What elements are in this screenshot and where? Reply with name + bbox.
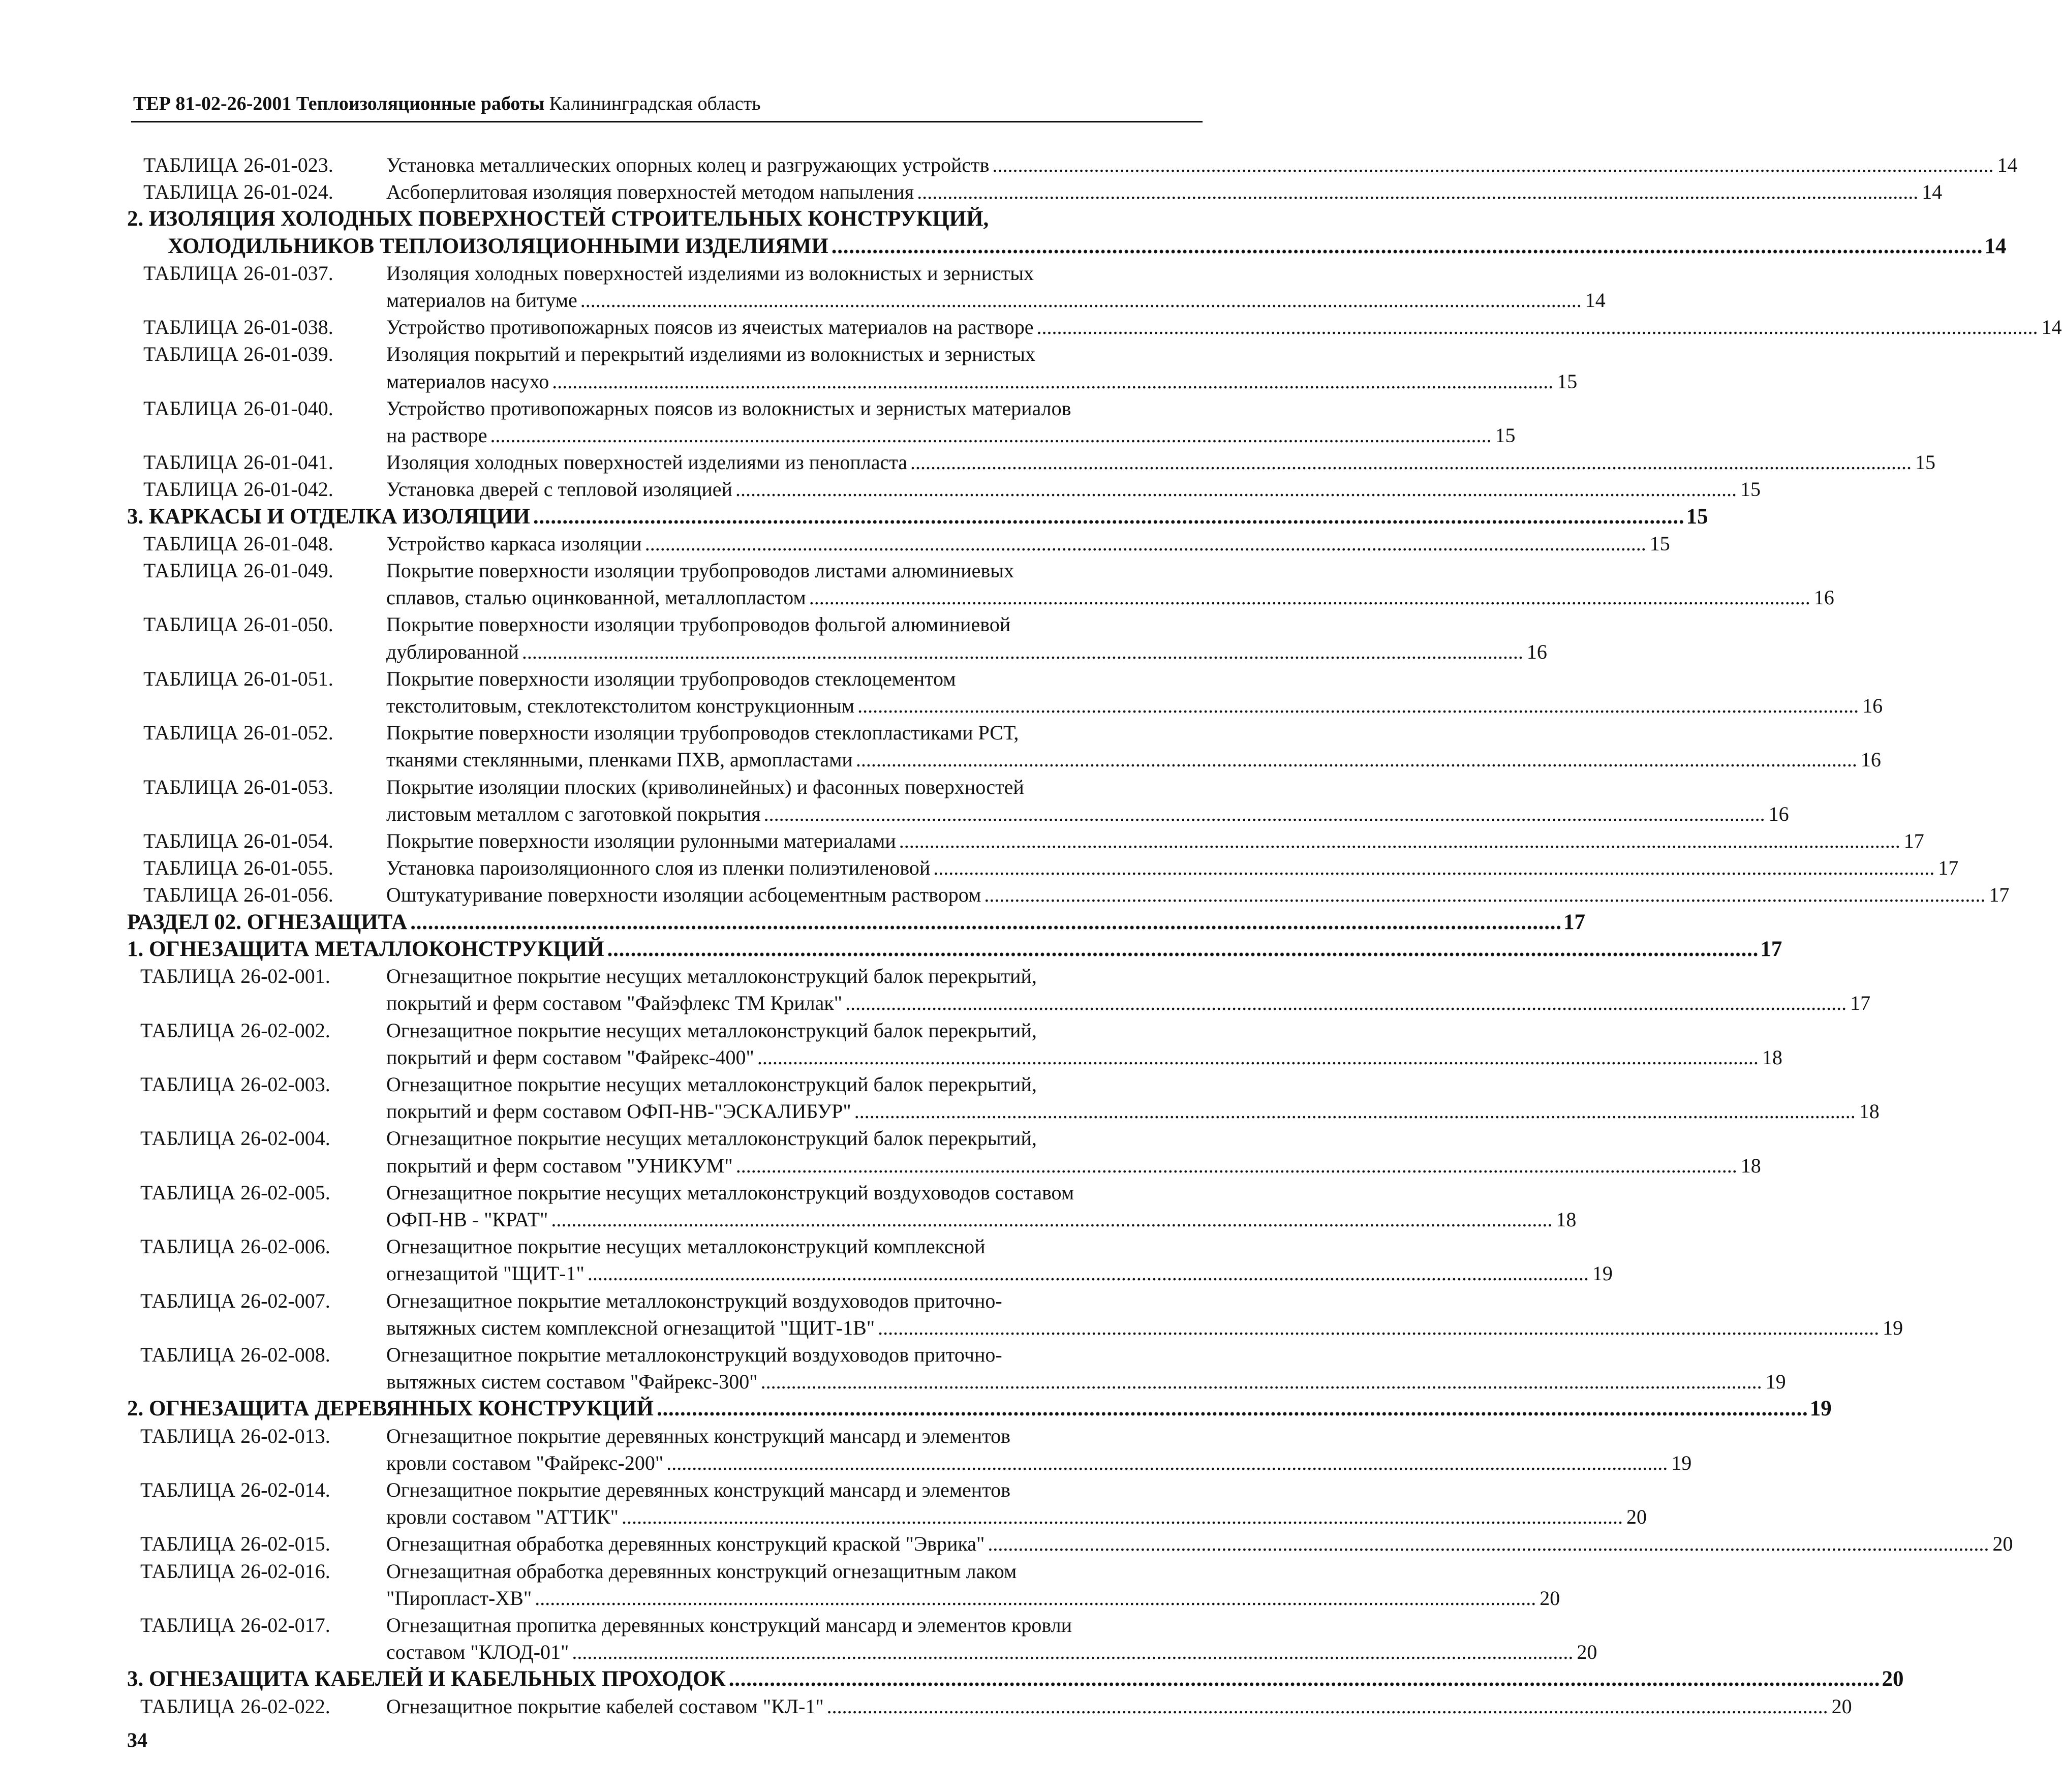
toc-entry-26-02-005[interactable] — [127, 1179, 1577, 1233]
toc-section-3[interactable] — [127, 503, 1708, 530]
leader-dots — [645, 530, 1644, 557]
entry-page: 17 — [1850, 992, 1871, 1015]
entry-number: ТАБЛИЦА 26-01-056. — [143, 883, 333, 907]
toc-entry-26-02-015[interactable] — [127, 1530, 2013, 1557]
entry-number: ТАБЛИЦА 26-01-054. — [143, 829, 333, 853]
toc-entry-26-01-053[interactable] — [127, 774, 1789, 827]
toc-entry-26-02-001[interactable] — [127, 963, 1871, 1016]
entry-title: Огнезащитное покрытие несущих металлоконструкций балок перекрытий, — [386, 1072, 1037, 1096]
entry-title-cont: вытяжных систем комплексной огнезащитой "ЩИТ-1В" — [386, 1316, 875, 1339]
entry-number: ТАБЛИЦА 26-01-042. — [143, 478, 333, 501]
document-region: Калининградская область — [549, 93, 761, 114]
leader-dots — [933, 854, 1932, 881]
section-title: 1. ОГНЕЗАЩИТА МЕТАЛЛОКОНСТРУКЦИЙ — [127, 937, 604, 961]
toc-entry-26-02-013[interactable] — [127, 1423, 1692, 1476]
entry-number: ТАБЛИЦА 26-01-052. — [143, 721, 333, 745]
entry-title: Огнезащитное покрытие несущих металлоконструкций комплексной — [386, 1235, 986, 1258]
entry-number: ТАБЛИЦА 26-02-003. — [140, 1072, 330, 1096]
entry-number: ТАБЛИЦА 26-01-041. — [143, 451, 333, 474]
entry-page: 18 — [1859, 1100, 1880, 1123]
toc-entry-26-02-007[interactable] — [127, 1287, 1903, 1341]
entry-title: Изоляция холодных поверхностей изделиями из пенопласта — [386, 451, 907, 474]
entry-page: 20 — [1992, 1532, 2013, 1556]
leader-dots — [657, 1395, 1805, 1422]
entry-title-cont: покрытий и ферм составом "УНИКУМ" — [386, 1154, 733, 1177]
leader-dots — [736, 1152, 1735, 1179]
entry-number: ТАБЛИЦА 26-02-013. — [140, 1424, 330, 1447]
table-of-contents — [127, 151, 2062, 1720]
entry-title: Устройство каркаса изоляции — [386, 532, 642, 555]
entry-page: 17 — [1938, 856, 1959, 880]
entry-number: ТАБЛИЦА 26-01-055. — [143, 856, 333, 880]
entry-title-cont: ОФП-НВ - "КРАТ" — [386, 1208, 548, 1231]
entry-title-cont: сплавов, сталью оцинкованной, металлопластом — [386, 586, 806, 609]
toc-entry-26-01-023[interactable] — [127, 151, 2018, 178]
toc-entry-26-02-022[interactable] — [127, 1693, 1852, 1720]
entry-title-cont: огнезащитой "ЩИТ-1" — [386, 1262, 584, 1285]
entry-title: Покрытие поверхности изоляции трубопроводов стеклоцементом — [386, 667, 956, 690]
entry-title: Установка дверей с тепловой изоляцией — [386, 478, 732, 501]
toc-entry-26-01-056[interactable] — [127, 881, 2010, 908]
section-page: 19 — [1809, 1397, 1832, 1421]
entry-title-cont: текстолитовым, стеклотекстолитом конструкционным — [386, 694, 855, 718]
toc-entry-26-01-052[interactable] — [127, 719, 1881, 773]
leader-dots — [845, 990, 1844, 1016]
leader-dots — [535, 1585, 1533, 1612]
entry-title: Огнезащитное покрытие металлоконструкций воздуховодов приточно- — [386, 1343, 1002, 1366]
entry-title: Огнезащитное покрытие металлоконструкций воздуховодов приточно- — [386, 1289, 1002, 1312]
entry-page: 17 — [1903, 829, 1924, 853]
leader-dots — [854, 1098, 1853, 1125]
entry-title-cont: материалов насухо — [386, 369, 549, 393]
toc-section-ogn-3[interactable] — [127, 1665, 1904, 1692]
entry-page: 16 — [1860, 748, 1881, 771]
entry-number: ТАБЛИЦА 26-01-039. — [143, 343, 333, 366]
entry-page: 14 — [1922, 180, 1943, 204]
leader-dots — [856, 746, 1855, 773]
page-number: 34 — [127, 1728, 147, 1751]
leader-dots — [832, 233, 1980, 260]
entry-number: ТАБЛИЦА 26-01-023. — [143, 153, 333, 176]
leader-dots — [552, 368, 1551, 395]
entry-title: Огнезащитная пропитка деревянных конструкций мансард и элементов кровли — [386, 1613, 1072, 1636]
entry-number: ТАБЛИЦА 26-02-015. — [140, 1532, 330, 1556]
leader-dots — [988, 1530, 1986, 1557]
toc-entry-26-01-049[interactable] — [127, 557, 1834, 611]
toc-entry-26-02-006[interactable] — [127, 1233, 1613, 1287]
section-page: 20 — [1882, 1667, 1904, 1691]
leader-dots — [533, 503, 1682, 530]
entry-page: 14 — [2041, 316, 2062, 339]
entry-title-cont: кровли составом "Файрекс-200" — [386, 1451, 664, 1474]
entry-title: Устройство противопожарных поясов из волокнистых и зернистых материалов — [386, 396, 1071, 420]
entry-number: ТАБЛИЦА 26-02-006. — [140, 1235, 330, 1258]
entry-page: 15 — [1740, 478, 1761, 501]
document-title: Теплоизоляционные работы — [296, 93, 545, 114]
entry-title: Огнезащитное покрытие деревянных конструкций мансард и элементов — [386, 1424, 1011, 1447]
toc-entry-26-01-040[interactable] — [127, 395, 1516, 449]
toc-entry-26-01-041[interactable] — [127, 449, 1935, 476]
entry-title: Установка пароизоляционного слоя из пленки полиэтиленовой — [386, 856, 931, 880]
entry-number: ТАБЛИЦА 26-01-024. — [143, 180, 333, 204]
entry-title: Покрытие поверхности изоляции трубопроводов фольгой алюминиевой — [386, 613, 1011, 636]
entry-title: Огнезащитная обработка деревянных конструкций краской "Эврика" — [386, 1532, 985, 1556]
entry-number: ТАБЛИЦА 26-02-005. — [140, 1181, 330, 1204]
entry-title: Покрытие поверхности изоляции рулонными материалами — [386, 829, 896, 853]
section-title: 2. ОГНЕЗАЩИТА ДЕРЕВЯННЫХ КОНСТРУКЦИЙ — [127, 1397, 654, 1421]
entry-title: Покрытие поверхности изоляции трубопроводов листами алюминиевых — [386, 559, 1014, 582]
leader-dots — [1037, 314, 2036, 341]
toc-entry-26-01-051[interactable] — [127, 665, 1883, 719]
entry-page: 20 — [1626, 1505, 1647, 1529]
leader-dots — [522, 638, 1521, 665]
entry-title-cont: материалов на битуме — [386, 289, 577, 312]
entry-title-cont: дублированной — [386, 640, 519, 663]
entry-title-cont: на растворе — [386, 424, 487, 447]
entry-page: 19 — [1883, 1316, 1903, 1339]
leader-dots — [607, 936, 1756, 963]
toc-entry-26-01-050[interactable] — [127, 611, 1547, 665]
entry-title: Огнезащитное покрытие несущих металлоконструкций балок перекрытий, — [386, 1127, 1037, 1150]
entry-title: Асбоперлитовая изоляция поверхностей методом напыления — [386, 180, 914, 204]
toc-entry-26-02-004[interactable] — [127, 1125, 1761, 1179]
entry-page: 20 — [1577, 1641, 1597, 1664]
entry-number: ТАБЛИЦА 26-02-004. — [140, 1127, 330, 1150]
entry-title: Устройство противопожарных поясов из ячеистых материалов на растворе — [386, 316, 1034, 339]
leader-dots — [764, 800, 1763, 827]
entry-number: ТАБЛИЦА 26-02-001. — [140, 965, 330, 988]
entry-title-cont: покрытий и ферм составом "Файэфлекс ТМ Крилак" — [386, 992, 843, 1015]
entry-title-cont: покрытий и ферм составом "Файрекс-400" — [386, 1045, 754, 1069]
entry-number: ТАБЛИЦА 26-01-050. — [143, 613, 333, 636]
section-title: РАЗДЕЛ 02. ОГНЕЗАЩИТА — [127, 910, 408, 934]
toc-entry-26-02-003[interactable] — [127, 1071, 1880, 1125]
entry-title: Изоляция холодных поверхностей изделиями из волокнистых и зернистых — [386, 261, 1034, 285]
entry-number: ТАБЛИЦА 26-01-040. — [143, 396, 333, 420]
leader-dots — [666, 1449, 1665, 1476]
entry-page: 15 — [1915, 451, 1935, 474]
entry-page: 16 — [1768, 802, 1789, 825]
section-title: 3. ОГНЕЗАЩИТА КАБЕЛЕЙ И КАБЕЛЬНЫХ ПРОХОДОК — [127, 1667, 726, 1691]
entry-title-cont: листовым металлом с заготовкой покрытия — [386, 802, 761, 825]
toc-section-ogn-1[interactable] — [127, 936, 1782, 963]
leader-dots — [761, 1368, 1760, 1395]
entry-page: 15 — [1557, 369, 1578, 393]
entry-number: ТАБЛИЦА 26-02-002. — [140, 1018, 330, 1042]
entry-title-cont: "Пиропласт-ХВ" — [386, 1586, 532, 1610]
entry-title-cont: вытяжных систем составом "Файрекс-300" — [386, 1370, 758, 1394]
entry-number: ТАБЛИЦА 26-02-016. — [140, 1559, 330, 1583]
entry-number: ТАБЛИЦА 26-01-037. — [143, 261, 333, 285]
section-title-cont: ХОЛОДИЛЬНИКОВ ТЕПЛОИЗОЛЯЦИОННЫМИ ИЗДЕЛИЯМИ — [168, 234, 828, 258]
toc-razdel-02[interactable] — [127, 909, 1586, 936]
leader-dots — [827, 1693, 1826, 1720]
section-page: 15 — [1686, 504, 1708, 529]
section-page: 17 — [1760, 937, 1782, 961]
entry-number: ТАБЛИЦА 26-02-014. — [140, 1478, 330, 1501]
entry-page: 20 — [1540, 1586, 1560, 1610]
leader-dots — [410, 909, 1559, 936]
entry-page: 18 — [1556, 1208, 1577, 1231]
toc-entry-26-01-039[interactable] — [127, 341, 1578, 394]
entry-title-cont: составом "КЛОД-01" — [386, 1641, 569, 1664]
leader-dots — [878, 1314, 1876, 1341]
entry-number: ТАБЛИЦА 26-02-007. — [140, 1289, 330, 1312]
leader-dots — [917, 178, 1916, 205]
toc-entry-26-01-037[interactable] — [127, 260, 1606, 314]
leader-dots — [910, 449, 1909, 476]
entry-page: 15 — [1649, 532, 1670, 555]
entry-number: ТАБЛИЦА 26-01-051. — [143, 667, 333, 690]
entry-number: ТАБЛИЦА 26-02-022. — [140, 1694, 330, 1718]
entry-number: ТАБЛИЦА 26-01-038. — [143, 316, 333, 339]
entry-title: Огнезащитное покрытие несущих металлоконструкций воздуховодов составом — [386, 1181, 1074, 1204]
entry-number: ТАБЛИЦА 26-02-008. — [140, 1343, 330, 1366]
section-title: 2. ИЗОЛЯЦИЯ ХОЛОДНЫХ ПОВЕРХНОСТЕЙ СТРОИТЕЛЬНЫХ КОНСТРУКЦИЙ, — [127, 207, 989, 231]
toc-entry-26-01-054[interactable] — [127, 827, 1924, 854]
section-page: 14 — [1984, 234, 2007, 258]
entry-page: 20 — [1831, 1694, 1852, 1718]
toc-entry-26-01-042[interactable] — [127, 476, 1761, 503]
leader-dots — [899, 827, 1898, 854]
toc-entry-26-02-016[interactable] — [127, 1558, 1560, 1612]
leader-dots — [622, 1503, 1620, 1530]
entry-title-cont: кровли составом "АТТИК" — [386, 1505, 619, 1529]
entry-title: Огнезащитное покрытие несущих металлоконструкций балок перекрытий, — [386, 1018, 1037, 1042]
section-title: 3. КАРКАСЫ И ОТДЕЛКА ИЗОЛЯЦИИ — [127, 504, 530, 529]
leader-dots — [757, 1044, 1756, 1071]
entry-title: Изоляция покрытий и перекрытий изделиями из волокнистых и зернистых — [386, 343, 1035, 366]
entry-page: 19 — [1671, 1451, 1692, 1474]
entry-title: Огнезащитная обработка деревянных конструкций огнезащитным лаком — [386, 1559, 1017, 1583]
entry-page: 19 — [1592, 1262, 1613, 1285]
entry-title: Огнезащитное покрытие несущих металлоконструкций балок перекрытий, — [386, 965, 1037, 988]
entry-title-cont: тканями стеклянными, пленками ПХВ, армопластами — [386, 748, 853, 771]
toc-entry-26-02-014[interactable] — [127, 1476, 1647, 1530]
entry-title: Установка металлических опорных колец и разгружающих устройств — [386, 153, 990, 176]
entry-page: 17 — [1989, 883, 2010, 907]
entry-title: Оштукатуривание поверхности изоляции асбоцементным раствором — [386, 883, 981, 907]
toc-entry-26-01-024[interactable] — [127, 178, 1943, 205]
leader-dots — [729, 1665, 1878, 1692]
entry-page: 16 — [1526, 640, 1547, 663]
leader-dots — [984, 881, 1983, 908]
entry-page: 14 — [1997, 153, 2018, 176]
entry-page: 15 — [1495, 424, 1516, 447]
document-code: ТЕР 81-02-26-2001 — [133, 93, 292, 114]
toc-entry-26-01-038[interactable] — [127, 314, 2062, 341]
header-rule — [131, 121, 1203, 122]
leader-dots — [580, 287, 1579, 314]
toc-entry-26-02-002[interactable] — [127, 1017, 1782, 1071]
toc-section-2[interactable] — [127, 205, 2007, 259]
entry-page: 16 — [1813, 586, 1834, 609]
leader-dots — [993, 151, 1991, 178]
entry-page: 18 — [1740, 1154, 1761, 1177]
running-header — [133, 91, 1201, 116]
section-page: 17 — [1563, 910, 1586, 934]
toc-entry-26-02-017[interactable] — [127, 1612, 1597, 1665]
toc-entry-26-01-055[interactable] — [127, 854, 1959, 881]
entry-page: 14 — [1585, 289, 1606, 312]
entry-page: 16 — [1862, 694, 1883, 718]
entry-number: ТАБЛИЦА 26-01-053. — [143, 775, 333, 798]
leader-dots — [735, 476, 1734, 503]
leader-dots — [551, 1206, 1550, 1233]
leader-dots — [588, 1260, 1586, 1287]
leader-dots — [857, 692, 1856, 719]
toc-entry-26-01-048[interactable] — [127, 530, 1670, 557]
entry-title-cont: покрытий и ферм составом ОФП-НВ-"ЭСКАЛИБУР" — [386, 1100, 851, 1123]
toc-section-ogn-2[interactable] — [127, 1395, 1832, 1422]
entry-title: Покрытие поверхности изоляции трубопроводов стеклопластиками РСТ, — [386, 721, 1019, 745]
toc-entry-26-02-008[interactable] — [127, 1341, 1786, 1395]
entry-title: Покрытие изоляции плоских (криволинейных) и фасонных поверхностей — [386, 775, 1024, 798]
entry-title: Огнезащитное покрытие кабелей составом "КЛ-1" — [386, 1694, 824, 1718]
entry-number: ТАБЛИЦА 26-01-048. — [143, 532, 333, 555]
leader-dots — [490, 422, 1489, 449]
leader-dots — [572, 1639, 1571, 1665]
entry-page: 19 — [1765, 1370, 1786, 1394]
entry-number: ТАБЛИЦА 26-02-017. — [140, 1613, 330, 1636]
entry-page: 18 — [1762, 1045, 1782, 1069]
leader-dots — [809, 584, 1808, 611]
entry-number: ТАБЛИЦА 26-01-049. — [143, 559, 333, 582]
entry-title: Огнезащитное покрытие деревянных конструкций мансард и элементов — [386, 1478, 1011, 1501]
